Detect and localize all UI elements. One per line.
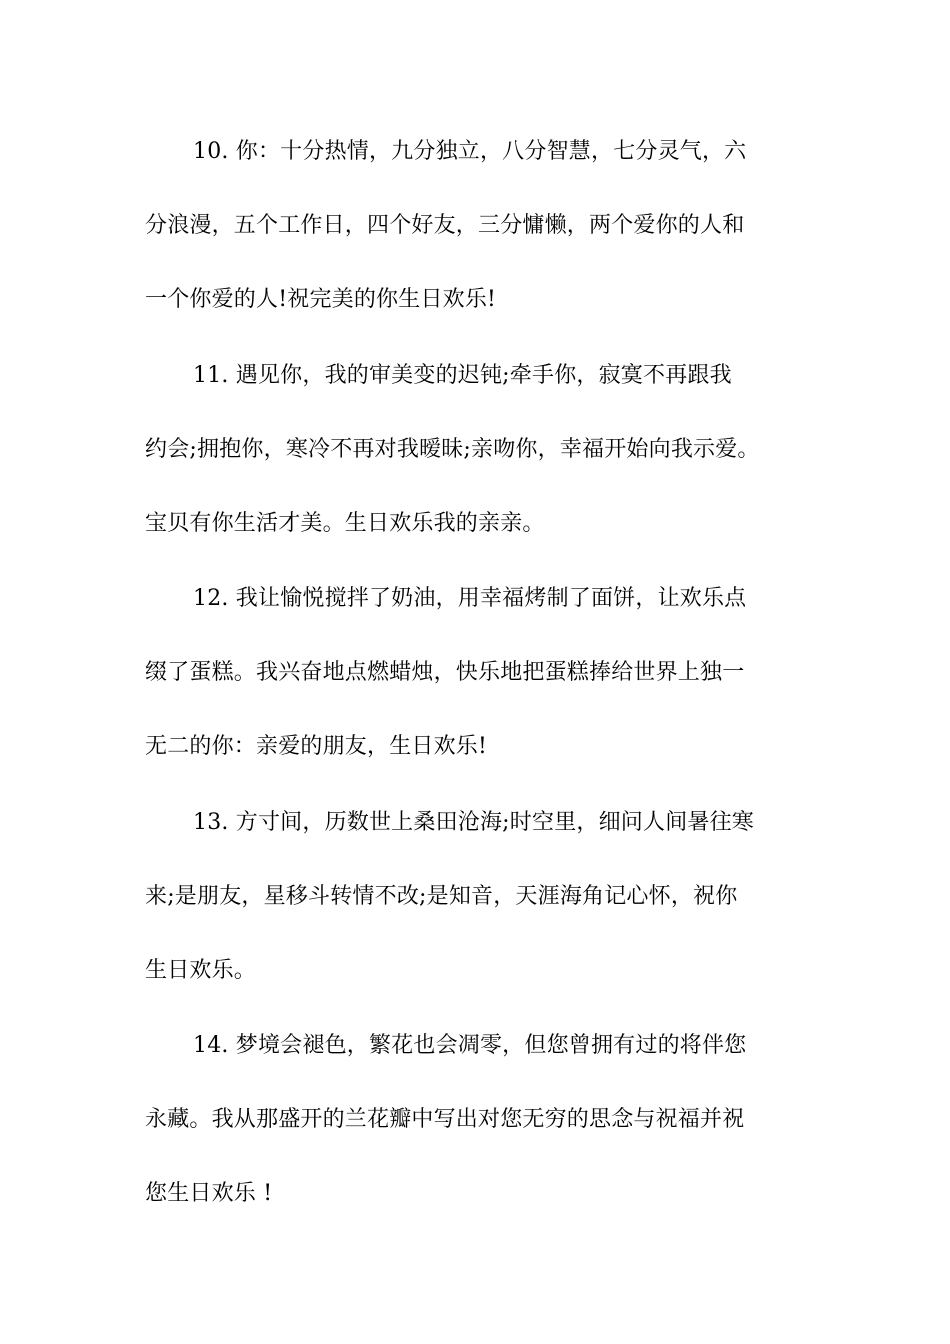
text-line: 约会;拥抱你，寒冷不再对我暧昧;亲吻你，幸福开始向我示爱。 xyxy=(145,437,760,462)
text-line: 缀了蛋糕。我兴奋地点燃蜡烛，快乐地把蛋糕捧给世界上独一 xyxy=(145,660,745,685)
text-line: 一个你爱的人!祝完美的你生日欢乐! xyxy=(145,287,497,312)
text-line: 11. 遇见你，我的审美变的迟钝;牵手你，寂寞不再跟我 xyxy=(193,363,732,388)
text-line: 分浪漫，五个工作日，四个好友，三分慵懒，两个爱你的人和 xyxy=(145,213,745,238)
text-line: 您生日欢乐 ! xyxy=(145,1181,273,1206)
text-line: 宝贝有你生活才美。生日欢乐我的亲亲。 xyxy=(145,511,545,536)
text-line: 12. 我让愉悦搅拌了奶油，用幸福烤制了面饼，让欢乐点 xyxy=(193,586,747,611)
text-line: 13. 方寸间，历数世上桑田沧海;时空里，细问人间暑往寒 xyxy=(193,810,754,835)
text-line: 来;是朋友，星移斗转情不改;是知音，天涯海角记心怀，祝你 xyxy=(145,884,738,909)
text-line: 无二的你：亲爱的朋友，生日欢乐! xyxy=(145,734,488,759)
text-line: 生日欢乐。 xyxy=(145,958,257,983)
text-line: 永藏。我从那盛开的兰花瓣中写出对您无穷的思念与祝福并祝 xyxy=(145,1107,745,1132)
text-line: 10. 你：十分热情，九分独立，八分智慧，七分灵气，六 xyxy=(193,139,747,164)
text-line: 14. 梦境会褪色，繁花也会凋零，但您曾拥有过的将伴您 xyxy=(193,1033,747,1058)
